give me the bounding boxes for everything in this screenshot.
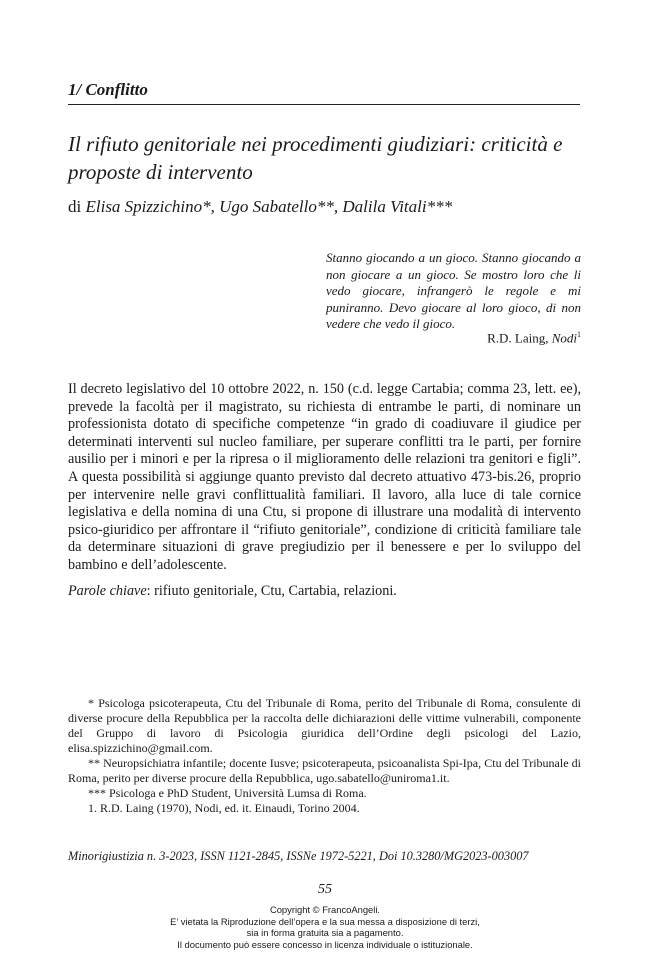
journal-reference: Minorigiustizia n. 3-2023, ISSN 1121-2845, ISSNe 1972-5221, Doi 10.3280/MG2023-003007 [68, 849, 529, 863]
section-divider [68, 104, 580, 105]
copyright-line: Copyright © FrancoAngeli. [269, 904, 381, 915]
author-line [68, 197, 588, 217]
footnotes [68, 696, 581, 816]
copyright-line: Il documento può essere concesso in licenza individuale o istituzionale. [177, 938, 473, 950]
footnote-author-1: * Psicologa psicoterapeuta, Ctu del Tribunale di Roma, perito del Tribunale di Roma, consulente di diverse procure della Repubblica per la raccolta delle dichiarazioni delle vittime vulnerabili, componente del Gruppo di lavoro di Psicologia giuridica dell’Ordine degli psicologi del Lazio, elisa.spizzichino@gmail.com. [68, 696, 581, 755]
footnote-1: 1. R.D. Laing (1970), Nodi, ed. it. Einaudi, Torino 2004. [88, 801, 360, 815]
footnote-author-2: ** Neuropsichiatra infantile; docente Iusve; psicoterapeuta, psicoanalista Spi-Ipa, Ctu del Tribunale di Roma, perito per diverse procure della Repubblica, ugo.sabatello@uniroma1.it. [68, 756, 581, 785]
copyright-line: E’ vietata la Riproduzione dell’opera e la sua messa a disposizione di terzi, [170, 915, 480, 927]
article-title: Il rifiuto genitoriale nei procedimenti giudiziari: criticità e proposte di intervento [68, 132, 563, 184]
keywords [68, 583, 581, 600]
author-prefix: di [68, 197, 86, 216]
epigraph-source [326, 330, 581, 346]
keywords-list: : rifiuto genitoriale, Ctu, Cartabia, relazioni. [146, 583, 397, 599]
copyright-notice [0, 904, 650, 950]
copyright-line: sia in forma gratuita sia a pagamento. [246, 927, 404, 938]
keywords-label: Parole chiave [68, 583, 147, 599]
epigraph-work: Nodi [551, 330, 577, 346]
abstract: Il decreto legislativo del 10 ottobre 2022, n. 150 (c.d. legge Cartabia; comma 23, lett. ee), prevede la facoltà per il magistrato, su richiesta di entrambe le parti, di nominare un professionista dotato di specifiche competenze “in grado di coadiuvare il giudice per determinati interventi sul nucleo familiare, per superare conflitti tra le parti, per fornire ausilio per i minori e per la ripresa o il miglioramento delle relazioni tra genitori e figli”. A questa possibilità si aggiunge quanto previsto dal decreto attuativo 473-bis.26, proprio per intervenire nelle gravi conflittualità familiari. Il lavoro, alla luce di tale cornice legislativa e della nomina di una Ctu, si propone di illustrare una modalità di intervento psico-giuridico per affrontare il “rifiuto genitoriale”, condizione di criticità familiare tale da determinare situazioni di grave pregiudizio per il benessere e per lo sviluppo del bambino e dell’adolescente. [68, 381, 581, 573]
page-number: 55 [318, 882, 332, 897]
footnote-author-3: *** Psicologa e PhD Student, Università Lumsa di Roma. [88, 786, 367, 800]
section-heading: 1/ Conflitto [68, 80, 148, 99]
epigraph-author: R.D. Laing, [487, 330, 552, 346]
epigraph-quote: Stanno giocando a un gioco. Stanno giocando a non giocare a un gioco. Se mostro loro che li vedo giocare, infrangerò le regole e mi puniranno. Devo giocare al loro gioco, di non vedere che vedo il gioco. [326, 250, 581, 331]
footnote-ref: 1 [577, 330, 581, 339]
author-names: Elisa Spizzichino*, Ugo Sabatello**, Dalila Vitali*** [85, 197, 453, 216]
